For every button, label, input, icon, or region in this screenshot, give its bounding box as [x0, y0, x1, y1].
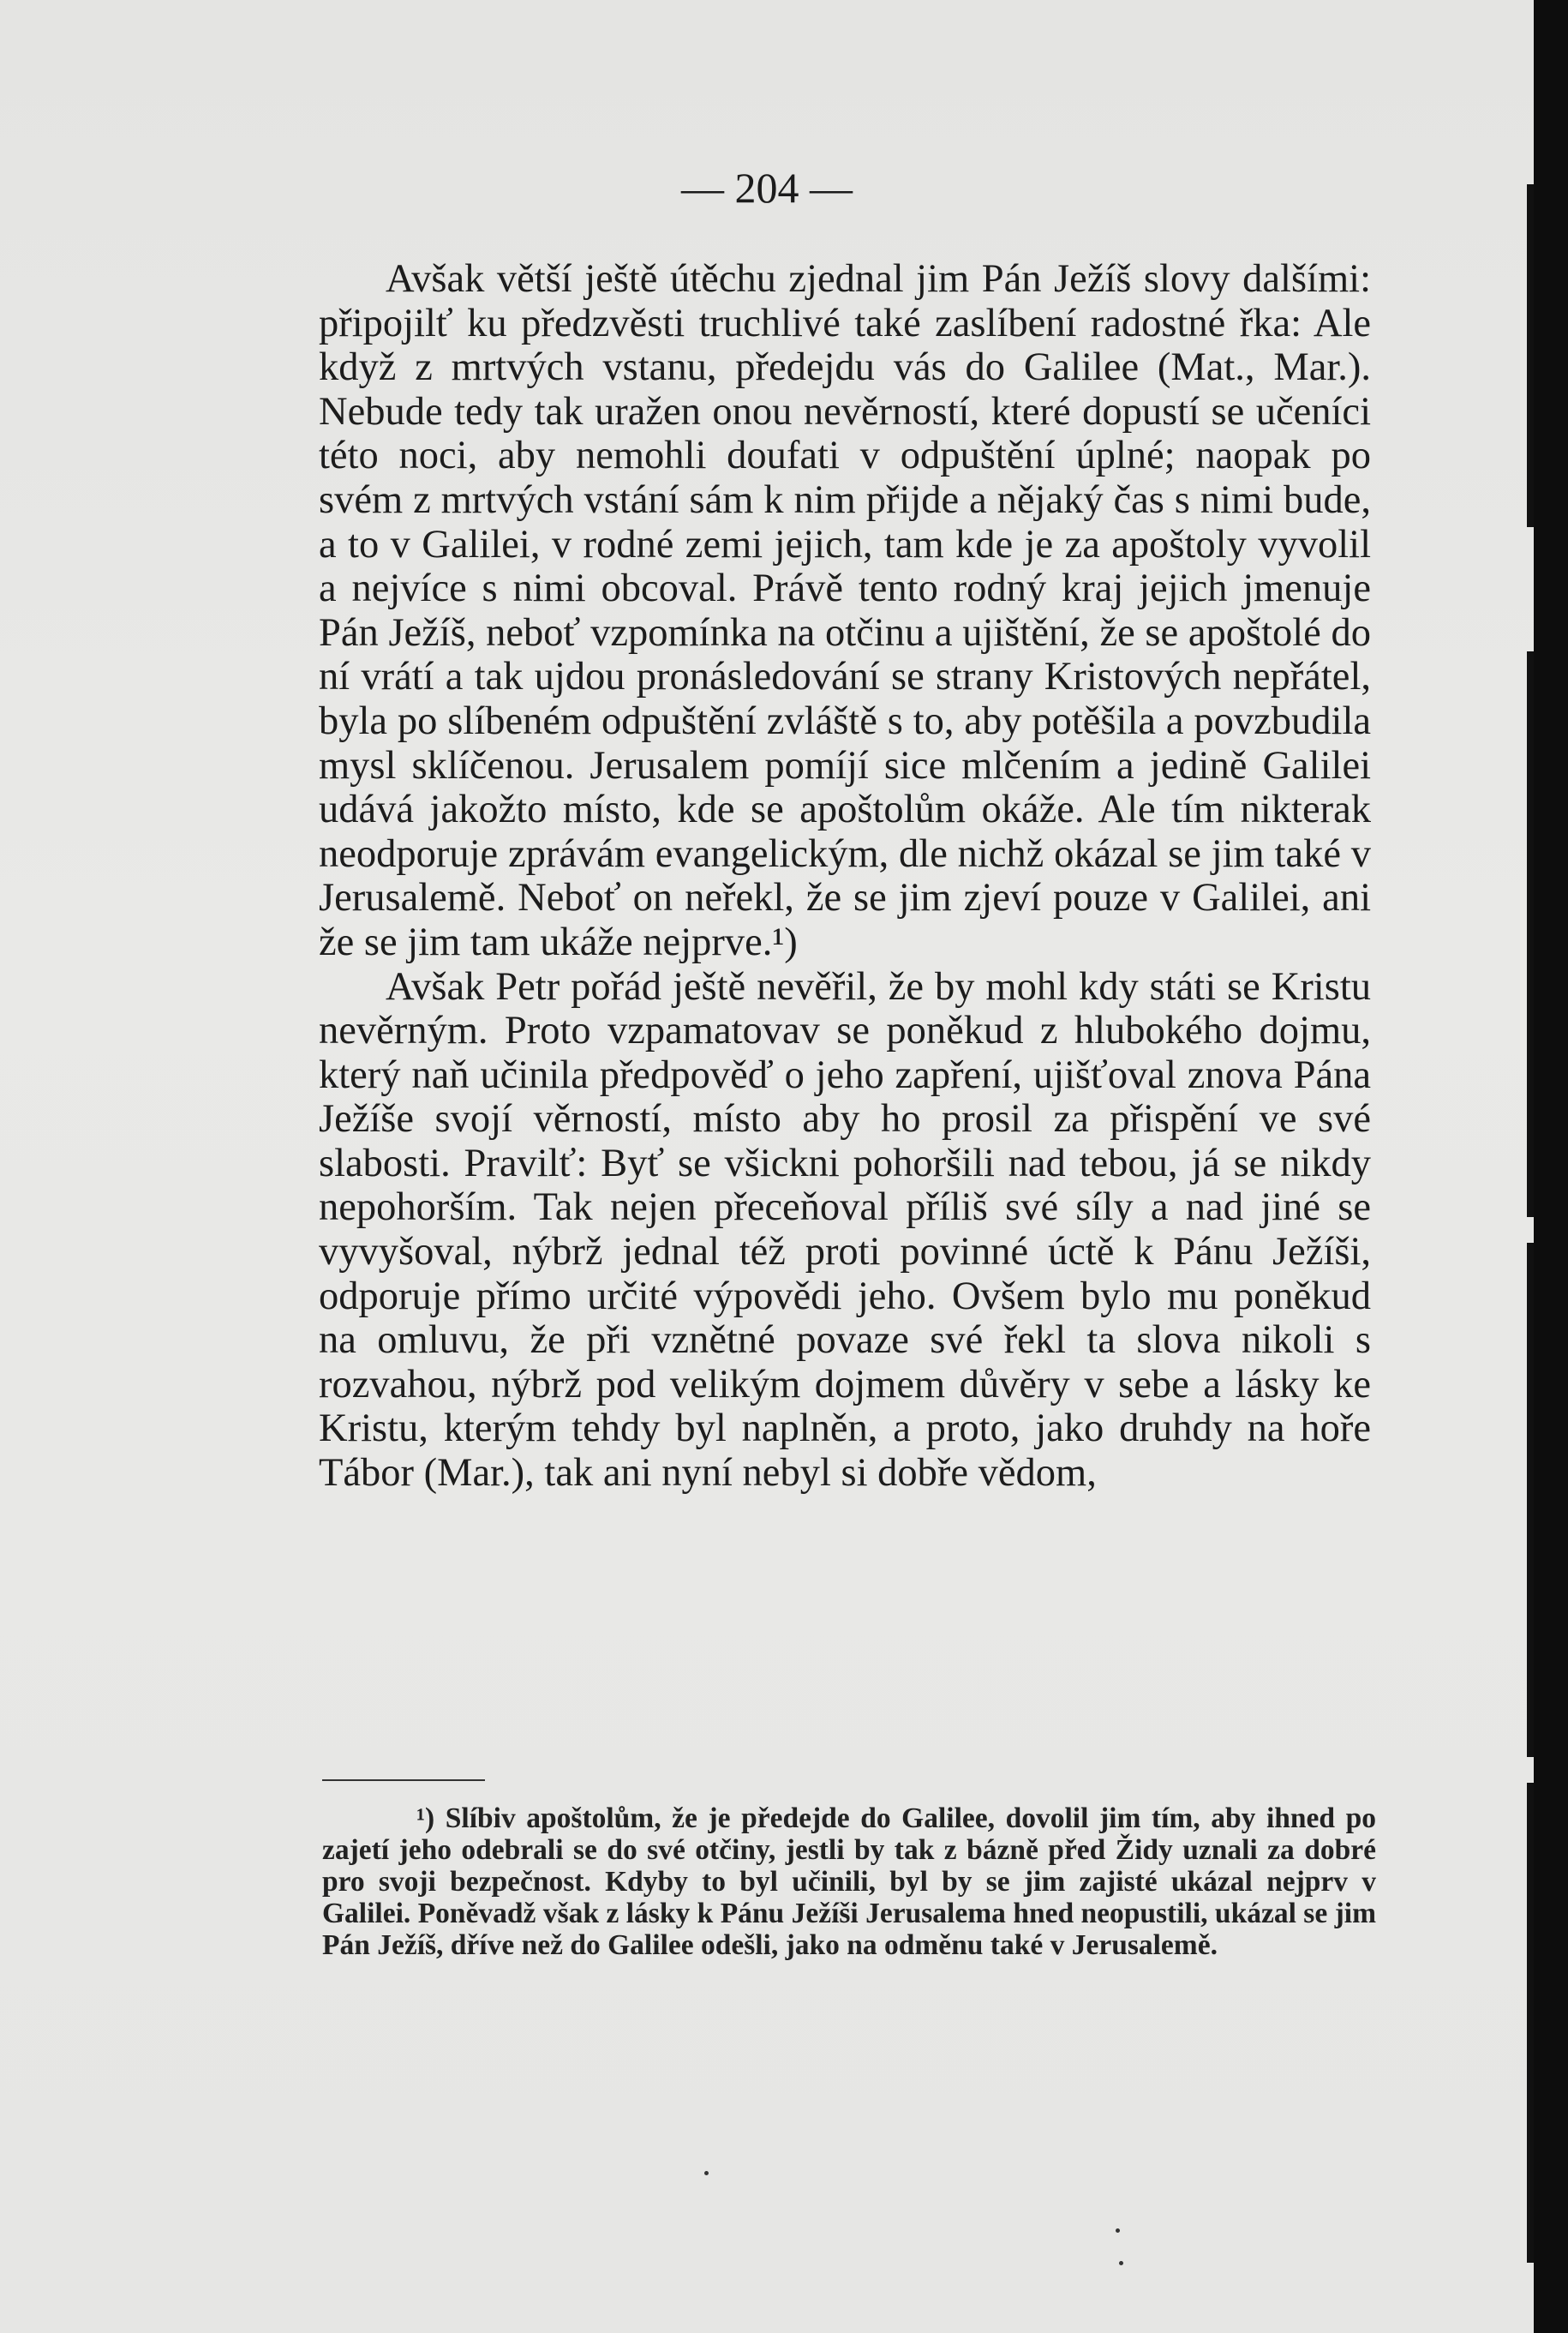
scan-edge	[1534, 0, 1568, 2333]
page-number: — 204 —	[681, 164, 853, 212]
print-speck	[704, 2171, 709, 2175]
paragraph-2: Avšak Petr pořád ještě nevěřil, že by mohl kdy státi se Kristu nevěrným. Proto vzpamatovav se poněkud z hlubokého dojmu, který naň učinila předpověď o jeho zapření, ujišťoval znova Pána Ježíše svojí věrností, místo aby ho prosil za přispění ve své slabosti. Pravilť: Byť se všickni pohoršili nad tebou, já se nikdy nepohorším. Tak nejen přeceňoval příliš své síly a nad jiné se vyvyšoval, nýbrž jednal též proti povinné úctě k Pánu Ježíši, odporuje přímo určité výpovědi jeho. Ovšem bylo mu poněkud na omluvu, že při vznětné povaze své řekl ta slova nikoli s rozvahou, nýbrž pod velikým dojmem důvěry v sebe a lásky ke Kristu, kterým tehdy byl naplněn, a proto, jako druhdy na hoře Tábor (Mar.), tak ani nyní nebyl si dobře vědom,	[319, 964, 1371, 1496]
margin-rule	[1527, 184, 1534, 527]
print-speck	[1116, 2228, 1120, 2233]
footnote-divider	[322, 1779, 485, 1781]
paragraph-1: Avšak větší ještě útěchu zjednal jim Pán Ježíš slovy dalšími: připojilť ku předzvěsti truchlivé také zaslíbení radostné řka: Ale když z mrtvých vstanu, předejdu vás do Galilee (Mat., Mar.). Nebude tedy tak uražen onou nevěrností, které dopustí se učeníci této noci, aby nemohli doufati v odpuštění úplné; naopak po svém z mrtvých vstání sám k nim přijde a nějaký čas s nimi bude, a to v Galilei, v rodné zemi jejich, tam kde je za apoštoly vyvolil a nejvíce s nimi obcoval. Právě tento rodný kraj jejich jmenuje Pán Ježíš, neboť vzpomínka na otčinu a ujištění, že se apoštolé do ní vrátí a tak ujdou pronásledování se strany Kristových nepřátel, byla po slíbeném odpuštění zvláště s to, aby potěšila a povzbudila mysl sklíčenou. Jerusalem pomíjí sice mlčením a jedině Galilei udává jakožto místo, kde se apoštolům okáže. Ale tím nikterak neodporuje zprávám evangelickým, dle nichž okázal se jim také v Jerusalemě. Neboť on neřekl, že se jim zjeví pouze v Galilei, ani že se jim tam ukáže nejprve.¹)	[319, 257, 1371, 964]
margin-rule	[1527, 1783, 1534, 2263]
print-speck	[1119, 2261, 1123, 2265]
margin-rule	[1527, 651, 1534, 1217]
margin-rule	[1527, 1243, 1534, 1757]
main-text	[319, 257, 1371, 1496]
footnote: ¹) Slíbiv apoštolům, že je předejde do Galilee, dovolil jim tím, aby ihned po zajetí jeho odebrali se do své otčiny, jestli by tak z bázně před Židy uznali za dobré pro svoji bezpečnost. Kdyby to byl učinili, byl by se jim zajisté ukázal nejprv v Galilei. Poněvadž však z lásky k Pánu Ježíši Jerusalema hned neopustili, ukázal se jim Pán Ježíš, dříve než do Galilee odešli, jako na odměnu také v Jerusalemě.	[322, 1802, 1376, 1961]
